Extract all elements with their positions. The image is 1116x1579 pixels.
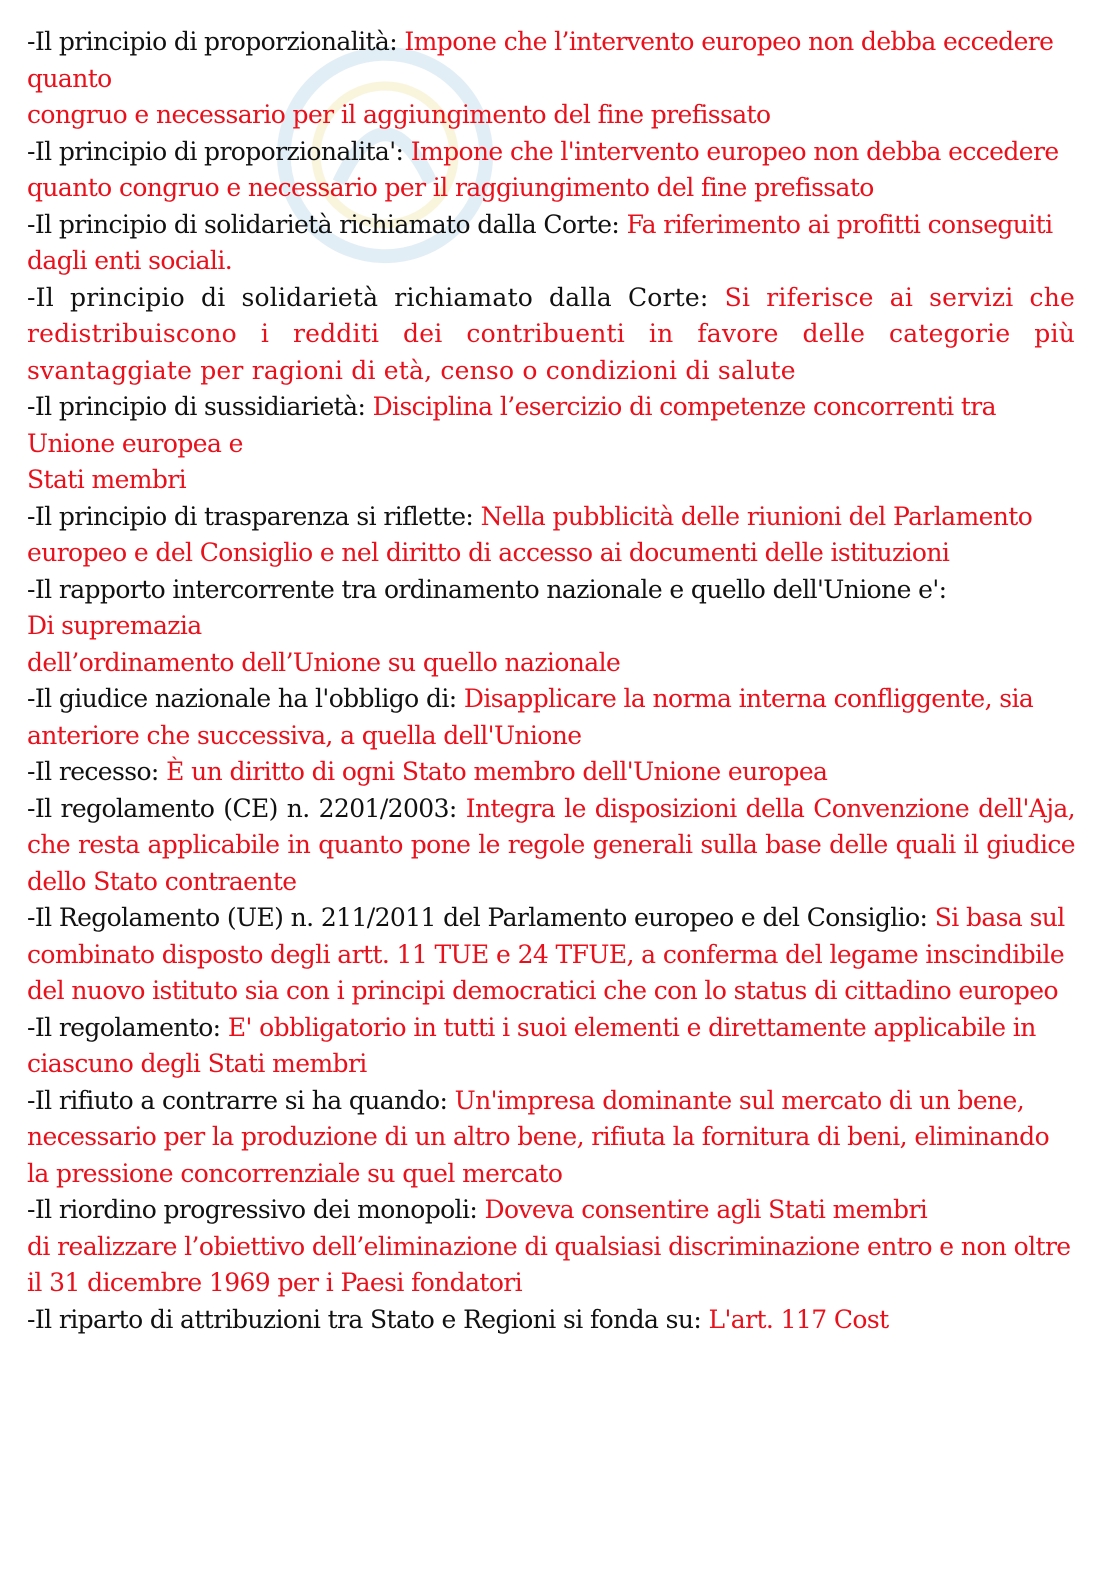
entry-answer: Disciplina l’esercizio di competenze concorrenti tra Unione europea e	[27, 392, 996, 458]
entry-question: -Il riordino progressivo dei monopoli:	[27, 1195, 478, 1224]
entry-6	[27, 499, 1075, 572]
entry-answer: È un diritto di ogni Stato membro dell'Unione europea	[158, 757, 828, 786]
entry-question: -Il principio di sussidiarietà:	[27, 392, 366, 421]
entry-answer-continued: Stati membri	[27, 465, 187, 494]
entry-answer: E' obbligatorio in tutti i suoi elementi e direttamente applicabile in ciascuno degli Stati membri	[27, 1012, 1036, 1078]
entry-answer: Nella pubblicità delle riunioni del Parlamento europeo e del Consiglio e nel diritto di accesso ai documenti delle istituzioni	[27, 501, 1033, 567]
entry-13	[27, 1083, 1075, 1193]
entry-answer: Impone che l'intervento europeo non debba eccedere quanto congruo e necessario per il raggiungimento del fine prefissato	[27, 136, 1059, 202]
document-page	[27, 24, 1075, 1338]
entry-7	[27, 572, 1075, 682]
entry-1	[27, 24, 1075, 134]
entry-answer: Si basa sul combinato disposto degli artt. 11 TUE e 24 TFUE, a conferma del legame inscindibile del nuovo istituto sia con i principi democratici che con lo status di cittadino europeo	[27, 903, 1065, 1005]
entry-question: -Il riparto di attribuzioni tra Stato e Regioni si fonda su:	[27, 1304, 702, 1334]
entry-question: -Il principio di trasparenza si riflette:	[27, 501, 474, 531]
entry-answer: Disapplicare la norma interna confliggente, sia anteriore che successiva, a quella dell'Unione	[27, 684, 1034, 750]
entry-3	[27, 207, 1075, 280]
entry-question: -Il Regolamento (UE) n. 211/2011 del Parlamento europeo e del Consiglio:	[27, 903, 928, 932]
entry-answer-continued: dell’ordinamento dell’Unione su quello nazionale	[27, 647, 621, 677]
entry-question: -Il giudice nazionale ha l'obbligo di:	[27, 684, 457, 713]
entry-question: -Il rapporto intercorrente tra ordinamento nazionale e quello dell'Unione e':	[27, 574, 947, 604]
entry-11	[27, 900, 1075, 1010]
entry-answer: Impone che l’intervento europeo non debba eccedere quanto	[27, 27, 1054, 93]
entry-2	[27, 134, 1075, 207]
entry-answer: Un'impresa dominante sul mercato di un bene, necessario per la produzione di un altro bene, rifiuta la fornitura di beni, eliminando la pressione concorrenziale su quel mercato	[27, 1085, 1050, 1188]
entry-answer-continued: di realizzare l’obiettivo dell’eliminazione di qualsiasi discriminazione entro e non oltre il 31 dicembre 1969 per i Paesi fondatori	[27, 1231, 1071, 1297]
entry-answer: L'art. 117 Cost	[701, 1304, 889, 1334]
entry-12	[27, 1010, 1075, 1083]
entry-15	[27, 1302, 1075, 1339]
entry-question: -Il principio di proporzionalità:	[27, 27, 398, 56]
entry-answer: Fa riferimento ai profitti conseguiti dagli enti sociali.	[27, 209, 1053, 275]
entry-answer: Doveva consentire agli Stati membri	[477, 1195, 928, 1224]
entry-question: -Il principio di solidarietà richiamato dalla Corte:	[27, 282, 709, 312]
entry-5	[27, 389, 1075, 499]
entry-question: -Il principio di proporzionalita':	[27, 136, 404, 166]
entry-answer-continued: congruo e necessario per il aggiungimento del fine prefissato	[27, 100, 771, 129]
entry-4	[27, 280, 1075, 390]
entry-question: -Il rifiuto a contrarre si ha quando:	[27, 1085, 448, 1115]
entry-question: -Il recesso:	[27, 757, 159, 786]
entry-question: -Il principio di solidarietà richiamato dalla Corte:	[27, 209, 620, 239]
entry-answer: Integra le disposizioni della Convenzione dell'Aja, che resta applicabile in quanto pone le regole generali sulla base delle quali il giudice dello Stato contraente	[27, 793, 1075, 896]
entry-14	[27, 1192, 1075, 1302]
entry-question: -Il regolamento (CE) n. 2201/2003:	[27, 793, 457, 823]
entry-8	[27, 681, 1075, 754]
entry-9	[27, 754, 1075, 791]
entry-answer: Di supremazia	[27, 611, 202, 640]
entry-question: -Il regolamento:	[27, 1012, 221, 1042]
entry-10	[27, 791, 1075, 901]
entry-answer: Si riferisce ai servizi che redistribuiscono i redditi dei contribuenti in favore delle categorie più svantaggiate per ragioni di età, censo o condizioni di salute	[27, 282, 1075, 385]
